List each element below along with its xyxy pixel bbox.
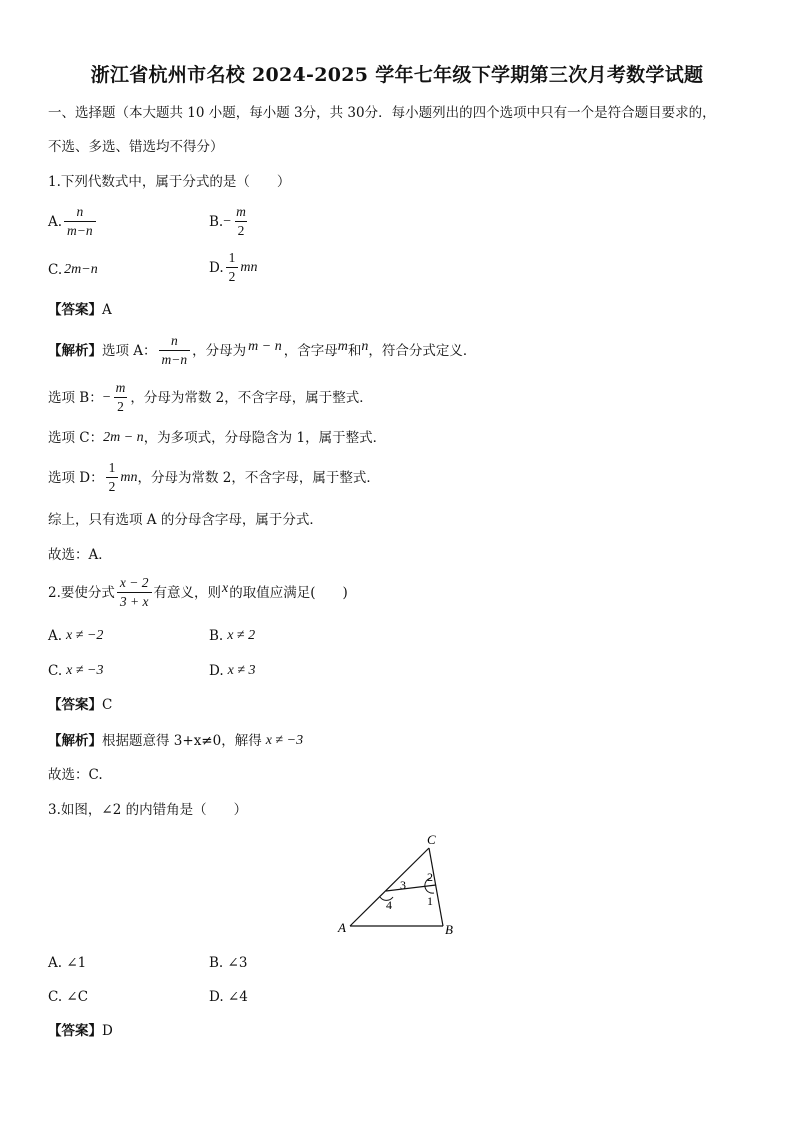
q1-analysis-b-numerator: m xyxy=(115,380,126,395)
q1-option-d-denominator: 2 xyxy=(226,267,239,285)
q1-option-a-label: A. xyxy=(48,213,63,230)
q2-option-c xyxy=(48,661,104,681)
q1-analysis-line2 xyxy=(48,380,373,415)
triangle-figure xyxy=(330,830,470,940)
label-2: 2 xyxy=(427,870,433,884)
q1-analysis-d-prefix: 选项 D： xyxy=(48,469,104,486)
q3-option-b: B. ∠3 xyxy=(209,955,248,971)
answer-tag: 【答案】 xyxy=(48,302,102,318)
q1-analysis-d-end: ，分母为常数 2，不含字母，属于整式． xyxy=(137,469,380,486)
q2-analysis-expr: x ≠ −3 xyxy=(265,733,304,748)
q1-option-c-expr: 2m−n xyxy=(64,262,98,277)
q1-analysis-c-prefix: 选项 C： xyxy=(48,430,104,446)
analysis-tag: 【解析】 xyxy=(48,733,102,749)
q2-numerator: x − 2 xyxy=(119,575,149,590)
q2-option-d-expr: x ≠ 3 xyxy=(227,663,256,678)
section-heading-line1: 一、选择题（本大题共 10 小题，每小题 3分，共 30分．每小题列出的四个选项中只有一个是符合题目要求的， xyxy=(48,105,716,121)
q3-answer xyxy=(48,1021,113,1041)
q1-option-c-label: C. xyxy=(48,262,63,278)
q1-analysis-a-mid1: ，分母为 xyxy=(192,342,247,359)
label-c: C xyxy=(427,832,436,847)
answer-tag: 【答案】 xyxy=(48,1023,102,1039)
side-cb xyxy=(429,848,443,926)
q1-option-a-fraction xyxy=(64,204,96,239)
q2-answer-value: C xyxy=(102,697,113,713)
q1-analysis-a-end: ，符合分式定义． xyxy=(368,342,477,359)
q1-option-b-sign: − xyxy=(223,213,232,229)
q1-option-a-denominator: m−n xyxy=(64,221,96,239)
q2-option-d xyxy=(209,661,256,681)
q1-analysis-a-numerator: n xyxy=(170,333,178,348)
q1-analysis-a-expr: m − n xyxy=(248,338,282,354)
q2-option-a-label: A. xyxy=(48,628,63,644)
q1-answer-value: A xyxy=(102,302,112,318)
q2-denominator: 3 + x xyxy=(117,592,152,610)
q1-option-d xyxy=(209,250,258,285)
answer-tag: 【答案】 xyxy=(48,697,102,713)
q2-variable: x xyxy=(222,580,229,596)
q1-analysis-b-denominator: 2 xyxy=(114,397,127,415)
label-3: 3 xyxy=(400,878,406,892)
q1-analysis-a-and: 和 xyxy=(347,342,362,359)
q3-answer-value: D xyxy=(102,1023,113,1039)
q1-analysis-b-prefix: 选项 B： xyxy=(48,389,103,406)
analysis-tag: 【解析】 xyxy=(48,342,102,359)
q1-option-d-rest: mn xyxy=(240,259,258,275)
q1-analysis-a-var-m: m xyxy=(337,338,348,354)
q2-option-b xyxy=(209,626,255,646)
q3-stem: 3.如图，∠2 的内错角是（ ） xyxy=(48,802,248,818)
q2-option-b-expr: x ≠ 2 xyxy=(227,628,256,643)
q2-stem-end: 的取值应满足( ) xyxy=(229,584,348,601)
q1-option-b-denominator: 2 xyxy=(235,221,248,239)
q1-summary: 综上，只有选项 A 的分母含字母，属于分式． xyxy=(48,512,323,528)
q2-option-a-expr: x ≠ −2 xyxy=(66,628,104,643)
q2-option-d-label: D. xyxy=(209,663,224,679)
q1-analysis-d-denominator: 2 xyxy=(106,477,119,495)
q1-analysis-d-rest: mn xyxy=(120,469,138,485)
q2-stem-mid: 有意义，则 xyxy=(153,584,221,601)
q2-answer xyxy=(48,695,112,715)
q3-option-c: C. ∠C xyxy=(48,989,89,1005)
q2-option-c-expr: x ≠ −3 xyxy=(66,663,104,678)
q1-analysis-b-end: ，分母为常数 2，不含字母，属于整式． xyxy=(130,389,373,406)
q1-analysis-a-fraction xyxy=(159,333,191,368)
label-1: 1 xyxy=(427,894,433,908)
q1-choice: 故选：A． xyxy=(48,547,112,563)
q2-analysis xyxy=(48,731,303,751)
q2-fraction xyxy=(117,575,152,610)
q3-option-d: D. ∠4 xyxy=(209,989,248,1005)
q1-analysis-b-sign: − xyxy=(102,389,111,405)
q2-stem-prefix: 2.要使分式 xyxy=(48,584,115,601)
q1-analysis-d-numerator: 1 xyxy=(108,460,116,475)
q1-analysis-c-expr: 2m − n xyxy=(103,430,144,445)
q1-analysis-line1 xyxy=(48,333,476,368)
q1-analysis-a-denominator: m−n xyxy=(159,350,191,368)
q1-option-b-label: B. xyxy=(209,213,224,230)
q1-option-b xyxy=(209,204,251,239)
q1-analysis-a-prefix: 选项 A： xyxy=(102,342,157,359)
q2-analysis-text: 根据题意得 3+x≠0，解得 xyxy=(102,733,262,749)
q2-choice: 故选：C. xyxy=(48,767,103,783)
q1-option-b-fraction xyxy=(233,204,249,239)
q1-option-d-label: D. xyxy=(209,259,224,276)
q1-option-b-numerator: m xyxy=(236,204,246,219)
inner-segment xyxy=(386,885,436,891)
label-b: B xyxy=(445,922,453,937)
q2-option-b-label: B. xyxy=(209,628,224,644)
q2-stem xyxy=(48,575,348,610)
q1-stem: 1.下列代数式中，属于分式的是（ ） xyxy=(48,174,291,190)
label-a: A xyxy=(338,920,346,935)
q2-option-c-label: C. xyxy=(48,663,63,679)
q3-option-a: A. ∠1 xyxy=(48,955,87,971)
q1-analysis-d-fraction xyxy=(106,460,119,495)
label-4: 4 xyxy=(386,898,392,912)
q1-analysis-a-var-n: n xyxy=(361,338,369,354)
q1-analysis-c-end: ，为多项式，分母隐含为 1，属于整式． xyxy=(143,430,387,446)
q1-option-a-numerator: n xyxy=(76,204,84,219)
q1-option-c xyxy=(48,260,98,280)
section-heading-line2: 不选、多选、错选均不得分） xyxy=(48,139,224,155)
page-title: 浙江省杭州市名校 2024-2025 学年七年级下学期第三次月考数学试题 xyxy=(90,64,704,86)
q1-analysis-line3 xyxy=(48,428,386,448)
q1-analysis-b-fraction xyxy=(113,380,129,415)
q1-answer xyxy=(48,300,112,320)
q1-option-a xyxy=(48,204,98,239)
q1-analysis-a-mid2: ，含字母 xyxy=(283,342,338,359)
q1-option-d-fraction xyxy=(226,250,239,285)
q1-analysis-line4 xyxy=(48,460,380,495)
q2-option-a xyxy=(48,626,103,646)
q1-option-d-numerator: 1 xyxy=(228,250,236,265)
